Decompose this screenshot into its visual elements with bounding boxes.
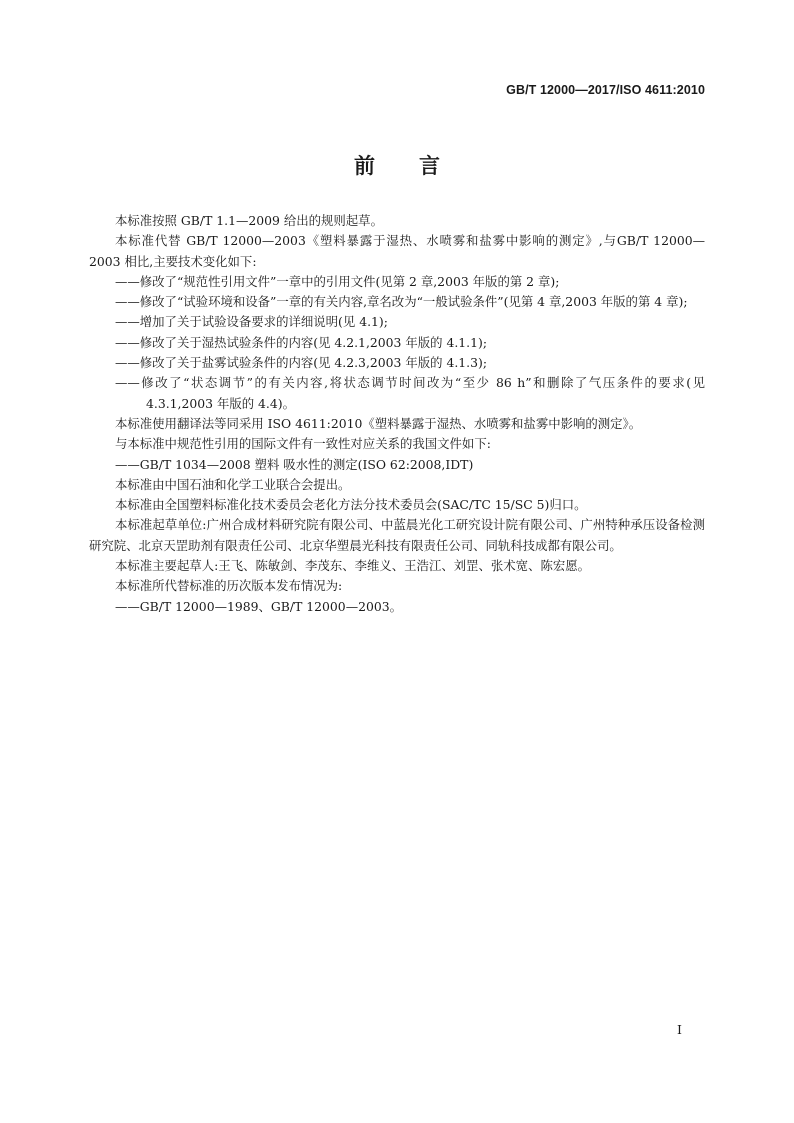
paragraph-drafting-rules: 本标准按照 GB/T 1.1—2009 给出的规则起草。 — [115, 213, 383, 228]
paragraph-history-intro: 本标准所代替标准的历次版本发布情况为: — [115, 578, 343, 594]
paragraph-related-intro: 与本标准中规范性引用的国际文件有一致性对应关系的我国文件如下: — [115, 436, 491, 452]
change-item: ——增加了关于试验设备要求的详细说明(见 4.1); — [115, 314, 388, 330]
change-item: ——修改了“状态调节”的有关内容,将状态调节时间改为“至少 86 h”和删除了气压条件的要求(见 4.3.1,2003 年版的 4.4)。 — [115, 375, 705, 411]
paragraph-translation-note: 本标准使用翻译法等同采用 ISO 4611:2010《塑料暴露于湿热、水喷雾和盐雾中影响的测定》。 — [115, 415, 642, 431]
foreword-body — [89, 211, 705, 617]
paragraph-replacement: 本标准代替 GB/T 12000—2003《塑料暴露于湿热、水喷雾和盐雾中影响的测定》,与GB/T 12000—2003 相比,主要技术变化如下: — [89, 233, 705, 269]
change-item: ——修改了“试验环境和设备”一章的有关内容,章名改为“一般试验条件”(见第 4 章,2003 年版的第 4 章); — [115, 294, 688, 310]
change-item: ——修改了“规范性引用文件”一章中的引用文件(见第 2 章,2003 年版的第 2 章); — [115, 273, 560, 289]
history-item: ——GB/T 12000—1989、GB/T 12000—2003。 — [115, 598, 403, 614]
paragraph-jurisdiction: 本标准由全国塑料标准化技术委员会老化方法分技术委员会(SAC/TC 15/SC 5)归口。 — [115, 497, 587, 513]
change-item: ——修改了关于湿热试验条件的内容(见 4.2.1,2003 年版的 4.1.1); — [115, 334, 487, 350]
related-doc-item: ——GB/T 1034—2008 塑料 吸水性的测定(ISO 62:2008,IDT) — [115, 456, 474, 472]
page-number: I — [677, 1022, 682, 1037]
paragraph-drafters: 本标准主要起草人:王飞、陈敏剑、李茂东、李维义、王浩江、刘罡、张术宽、陈宏愿。 — [115, 558, 591, 574]
standard-number: GB/T 12000—2017/ISO 4611:2010 — [506, 83, 705, 97]
paragraph-proposed-by: 本标准由中国石油和化学工业联合会提出。 — [115, 476, 351, 492]
paragraph-drafting-units: 本标准起草单位:广州合成材料研究院有限公司、中蓝晨光化工研究设计院有限公司、广州特种承压设备检测研究院、北京天罡助剂有限责任公司、北京华塑晨光科技有限责任公司、同轨科技成都有限公司。 — [89, 517, 705, 553]
page-title: 前言 — [354, 154, 484, 178]
change-item: ——修改了关于盐雾试验条件的内容(见 4.2.3,2003 年版的 4.1.3); — [115, 355, 487, 371]
